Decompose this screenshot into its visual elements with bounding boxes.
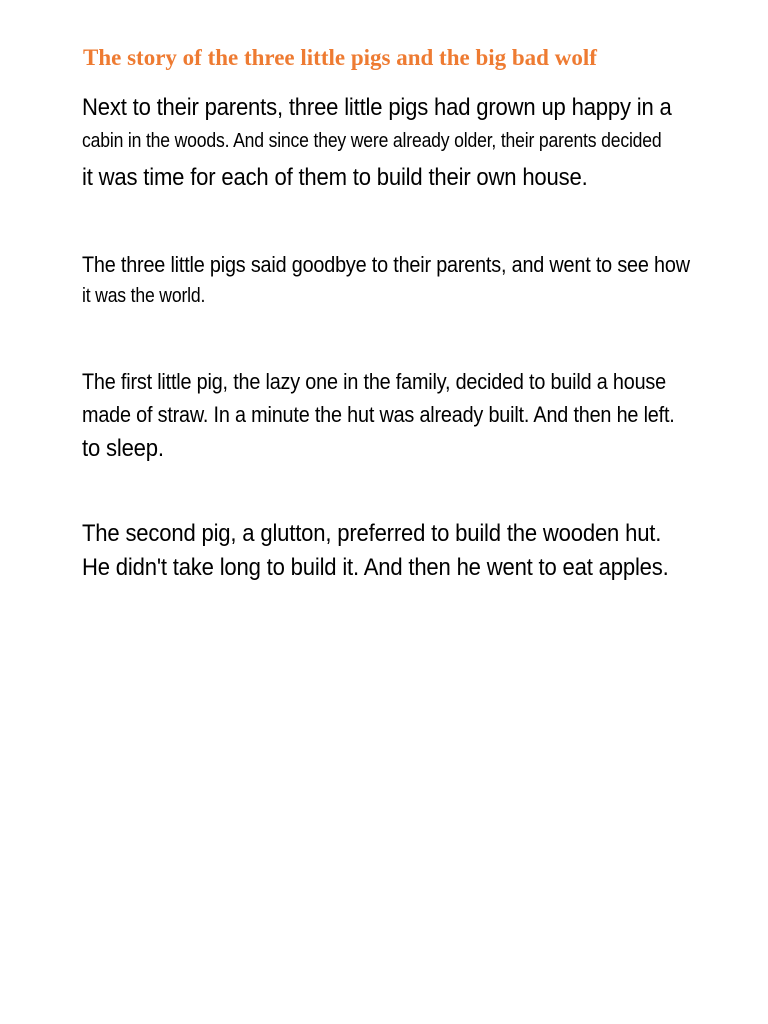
paragraph-1-line-3: it was time for each of them to build their own house. — [82, 164, 588, 191]
paragraph-3-line-1: The first little pig, the lazy one in the family, decided to build a house — [82, 369, 666, 394]
paragraph-3-line-3: to sleep. — [82, 435, 164, 462]
paragraph-2-line-1: The three little pigs said goodbye to their parents, and went to see how — [82, 252, 690, 277]
paragraph-4-line-1: The second pig, a glutton, preferred to build the wooden hut. — [82, 520, 662, 547]
paragraph-3-line-2: made of straw. In a minute the hut was already built. And then he left. — [82, 402, 675, 427]
paragraph-1-line-1: Next to their parents, three little pigs had grown up happy in a — [82, 94, 672, 121]
story-title: The story of the three little pigs and the big bad wolf — [83, 45, 597, 70]
paragraph-2-line-2: it was the world. — [82, 285, 206, 307]
paragraph-1-line-2: cabin in the woods. And since they were already older, their parents decided — [82, 130, 662, 152]
paragraph-4-line-2: He didn't take long to build it. And then he went to eat apples. — [82, 554, 669, 581]
